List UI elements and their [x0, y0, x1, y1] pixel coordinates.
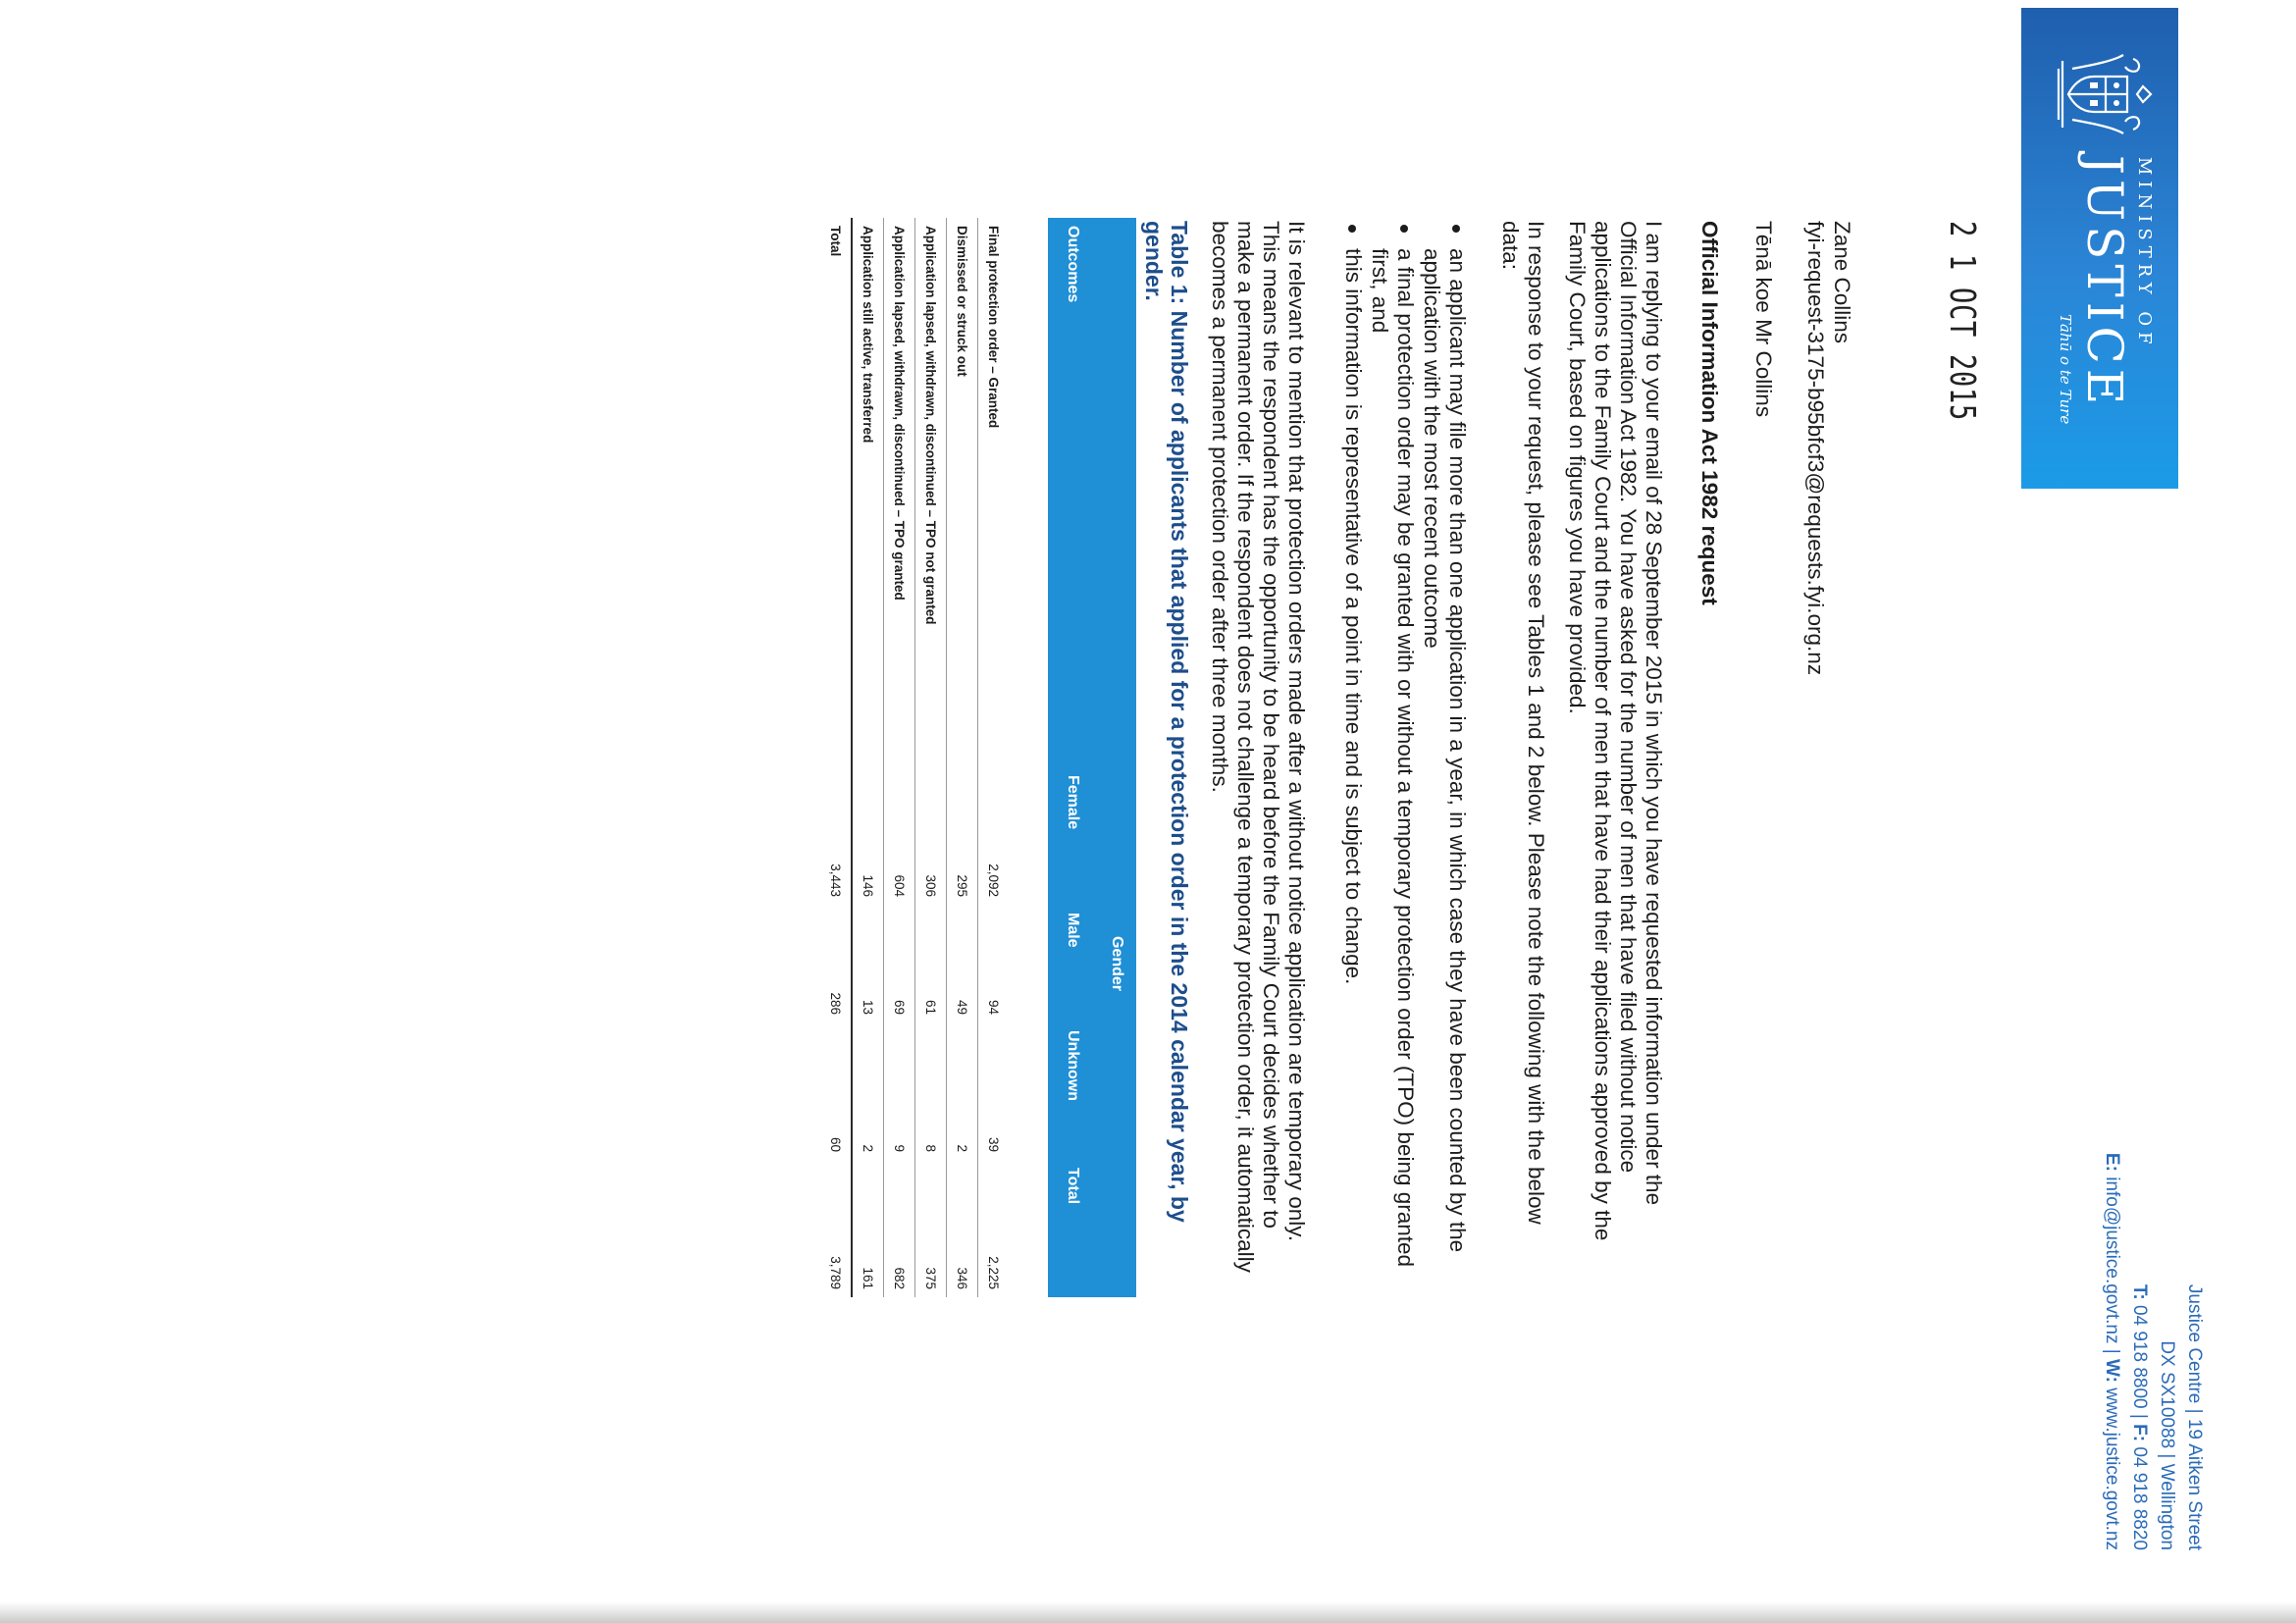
column-header-unknown: Unknown [1048, 1022, 1097, 1160]
phone-label: T: [2129, 1283, 2150, 1300]
column-header-female: Female [1048, 767, 1097, 905]
column-header-total: Total [1048, 1160, 1097, 1297]
table-row: Application lapsed, withdrawn, discontinued – TPO not granted 306 61 8 375 [915, 218, 947, 1297]
phone-value: 04 918 8800 | [2129, 1304, 2150, 1419]
web-label: W: [2102, 1359, 2122, 1383]
paragraph-response: In response to your request, please see Tables 1 and 2 below. Please note the following with the below data: [1498, 221, 1548, 1225]
contact-phone-fax [2125, 589, 2153, 1550]
header-spacer [1097, 218, 1136, 767]
fax-value: 04 918 8820 [2129, 1446, 2150, 1550]
email-value: info@justice.govt.nz | [2102, 1177, 2122, 1354]
gender-group-header: Gender [1097, 767, 1136, 1160]
web-value: www.justice.govt.nz [2102, 1387, 2122, 1550]
paragraph-intro: I am replying to your email of 28 September 2015 in which you have requested information under the Official Information Act 1982. You have asked for the number of men that have filed without notice applications to the Family Court and the number of men that have had their applications approved by the Family Court, based on figures you have provided. [1565, 221, 1666, 1241]
bullet-icon [1452, 225, 1460, 233]
table-caption: Table 1: Number of applicants that applied for a protection order in the 2014 calendar year, by gender. [1141, 221, 1192, 1223]
applicants-table [820, 218, 1136, 1297]
email-label: E: [2102, 1152, 2122, 1172]
maori-tagline: Tāhū o te Ture [2057, 314, 2074, 425]
recipient-name: Zane Collins [1830, 221, 1854, 344]
table-row: Final protection order – Granted 2,092 94 39 2,225 [978, 218, 1010, 1297]
date-stamp: 2 1 OCT 2015 [1942, 221, 1982, 422]
contact-dx: DX SX10088 | Wellington [2157, 1340, 2177, 1550]
list-item: a final protection order may be granted with or without a temporary protection order (TPO) being granted first, and [1367, 221, 1418, 1271]
paragraph-protection-orders: It is relevant to mention that protection orders made after a without notice application are temporary only. This means the respondent has the opportunity to be heard before the Family Court decides whether to make a permanent order. If the respondent does not challenge a temporary protection order, it automatically becomes a permanent protection order after three months. [1208, 221, 1309, 1273]
list-item: an applicant may file more than one application in a year, in which case they have been counted by the application with the most recent outcome [1419, 221, 1470, 1271]
coat-of-arms-icon [2049, 47, 2157, 141]
column-header-outcomes: Outcomes [1048, 218, 1097, 767]
bullet-icon [1400, 225, 1408, 233]
contact-email-web [2098, 589, 2125, 1550]
recipient-email: fyi-request-3175-b95bfcf3@requests.fyi.org.nz [1803, 221, 1828, 676]
ministry-of-text: MINISTRY OF [2134, 157, 2155, 350]
list-item: this information is representative of a point in time and is subject to change. [1340, 221, 1366, 1271]
notes-list [1339, 221, 1470, 1271]
contact-details [2098, 589, 2208, 1550]
scan-shadow-edge [0, 1601, 2296, 1623]
table-total-row: Total 3,443 286 60 3,789 [820, 218, 852, 1297]
table-row: Dismissed or struck out 295 49 2 346 [947, 218, 978, 1297]
table-row: Application lapsed, withdrawn, discontinued – TPO granted 604 69 9 682 [884, 218, 915, 1297]
column-header-male: Male [1048, 905, 1097, 1022]
greeting: Tēnā koe Mr Collins [1751, 221, 1776, 418]
subject-line: Official Information Act 1982 request [1697, 221, 1722, 605]
fax-label: F: [2129, 1424, 2150, 1442]
contact-address: Justice Centre | 19 Aitken Street [2184, 1283, 2205, 1550]
table-spacer [1009, 218, 1048, 1297]
bullet-icon [1348, 225, 1356, 233]
header-spacer [1097, 1160, 1136, 1297]
justice-wordmark: JUSTICE [2076, 155, 2133, 410]
ministry-logo [2021, 8, 2178, 489]
table-row: Application still active, transferred 146 13 2 161 [852, 218, 884, 1297]
